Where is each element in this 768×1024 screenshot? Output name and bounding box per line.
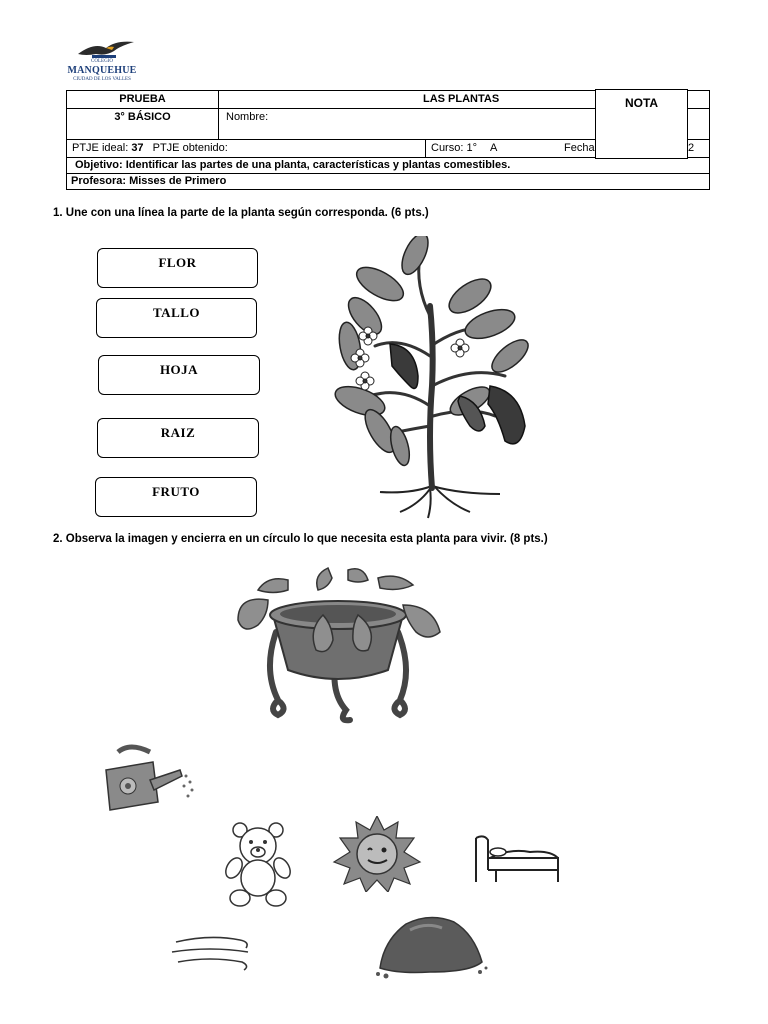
label-hoja-text: HOJA xyxy=(159,362,199,377)
profesora-text: Profesora: Misses de Primero xyxy=(71,175,227,187)
condor-icon xyxy=(76,38,136,60)
grade-value: 3° BÁSICO xyxy=(114,111,171,123)
label-tallo[interactable] xyxy=(96,298,257,338)
label-raiz[interactable] xyxy=(97,418,259,458)
prueba-cell xyxy=(66,90,219,109)
wind-icon xyxy=(170,932,254,972)
label-flor[interactable] xyxy=(97,248,258,288)
label-flor-text: FLOR xyxy=(158,255,197,270)
bed-icon xyxy=(470,830,566,886)
test-title: LAS PLANTAS xyxy=(423,93,500,105)
nota-box xyxy=(595,89,688,159)
fecha-label: Fecha xyxy=(564,142,595,154)
grade-cell xyxy=(66,108,219,140)
ptje-ideal-label: PTJE ideal: xyxy=(72,142,129,154)
objetivo-text: Objetivo: Identificar las partes de una planta, características y plantas comestibles. xyxy=(75,159,511,171)
ptje-ideal-value: 37 xyxy=(131,142,144,154)
label-fruto-text: FRUTO xyxy=(152,484,200,499)
fecha-tail: 2 xyxy=(688,142,695,154)
rock-icon xyxy=(370,910,490,982)
school-city: CIUDAD DE LOS VALLES xyxy=(73,77,131,82)
objetivo-cell xyxy=(66,157,710,174)
wilted-potted-plant-icon xyxy=(228,560,448,730)
question-1: 1. Une con una línea la parte de la planta según corresponda. (6 pts.) xyxy=(53,207,429,219)
curso-label: Curso: 1° xyxy=(431,142,477,154)
curso-value: A xyxy=(490,142,498,154)
watering-can-icon xyxy=(88,740,198,815)
teddy-bear-icon xyxy=(220,820,296,908)
ptje-cell xyxy=(66,139,426,158)
school-name: MANQUEHUE xyxy=(67,65,137,76)
nota-label: NOTA xyxy=(624,96,659,110)
label-fruto[interactable] xyxy=(95,477,257,517)
label-tallo-text: TALLO xyxy=(152,305,201,320)
nombre-label: Nombre: xyxy=(226,111,269,123)
ptje-obtenido-label: PTJE obtenido: xyxy=(152,142,228,154)
school-prefix: COLEGIO xyxy=(91,59,113,64)
school-logo xyxy=(66,38,146,90)
pepper-plant-icon xyxy=(320,236,560,521)
label-hoja[interactable] xyxy=(98,355,260,395)
prueba-label: PRUEBA xyxy=(119,93,166,105)
profesora-cell xyxy=(66,173,710,190)
question-2: 2. Observa la imagen y encierra en un círculo lo que necesita esta planta para vivir. (8 pts.) xyxy=(53,533,548,545)
label-raiz-text: RAIZ xyxy=(160,425,196,440)
sun-icon xyxy=(332,816,422,892)
